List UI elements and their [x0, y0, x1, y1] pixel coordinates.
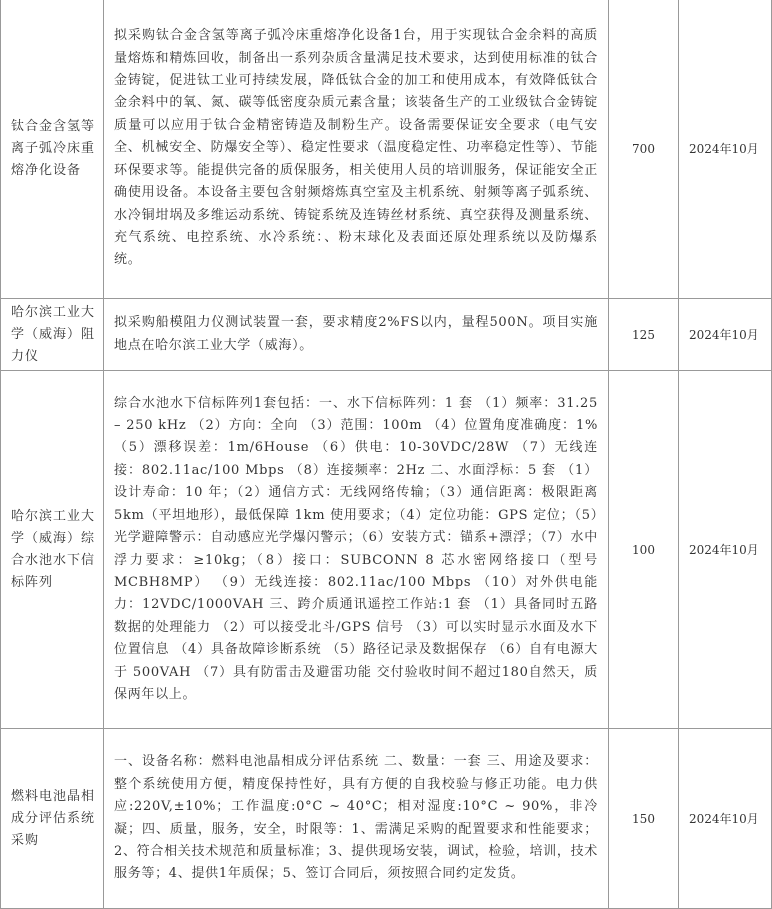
item-name-cell: 钛合金含氢等离子弧冷床重熔净化设备: [1, 0, 104, 299]
table-row: [1, 299, 772, 371]
item-date-cell: 2024年10月: [679, 299, 772, 371]
item-date-cell: 2024年10月: [679, 371, 772, 729]
item-amount-cell: 700: [609, 0, 679, 299]
item-amount-cell: 100: [609, 371, 679, 729]
table-row: [1, 371, 772, 729]
table-row: [1, 0, 772, 299]
item-name-cell: 哈尔滨工业大学（威海）综合水池水下信标阵列: [1, 371, 104, 729]
item-amount-cell: 150: [609, 729, 679, 909]
item-description-cell: 拟采购船模阻力仪测试装置一套，要求精度2%FS以内，量程500N。项目实施地点在哈尔滨工业大学（威海）。: [104, 299, 609, 371]
item-name-cell: 燃料电池晶相成分评估系统采购: [1, 729, 104, 909]
item-description-cell: 一、设备名称：燃料电池晶相成分评估系统 二、数量：一套 三、用途及要求：整个系统使用方便，精度保持性好，具有方便的自我校验与修正功能。电力供应:220V,±10%；工作温度:0°C ~ 40°C；相对湿度:10°C ~ 90%，非冷凝；四、质量，服务，安全，时限等：1、需满足采购的配置要求和性能要求；2、符合相关技术规范和质量标准；3、提供现场安装，调试，检验，培训，技术服务等；4、提供1年质保；5、签订合同后，须按照合同约定发货。: [104, 729, 609, 909]
item-description-cell: 综合水池水下信标阵列1套包括：一、水下信标阵列：1 套 （1）频率：31.25 – 250 kHz （2）方向：全向 （3）范围：100m （4）位置角度准确度：1% （5）漂移误差：1m/6House （6）供电：10-30VDC/28W （7）无线连接：802.11ac/100 Mbps （8）连接频率：2Hz 二、水面浮标：5 套 （1）设计寿命：10 年；（2）通信方式：无线网络传输；（3）通信距离：极限距离 5km（平坦地形），最低保障 1km 使用要求；（4）定位功能：GPS 定位；（5）光学避障警示：自动感应光学爆闪警示；（6）安装方式：锚系+漂浮；（7）水中浮力要求：≥10kg；（8）接口：SUBCONN 8 芯水密网络接口（型号 MCBH8MP） （9）无线连接：802.11ac/100 Mbps （10）对外供电能力：12VDC/1000VAH 三、跨介质通讯遥控工作站:1 套 （1）具备同时五路数据的处理能力 （2）可以接受北斗/GPS 信号 （3）可以实时显示水面及水下位置信息 （4）具备故障诊断系统 （5）路径记录及数据保存 （6）自有电源大于 500VAH （7）具有防雷击及避雷功能 交付验收时间不超过180自然天，质保两年以上。: [104, 371, 609, 729]
item-date-cell: 2024年10月: [679, 0, 772, 299]
table-row: [1, 729, 772, 909]
item-date-cell: 2024年10月: [679, 729, 772, 909]
item-amount-cell: 125: [609, 299, 679, 371]
item-description-cell: 拟采购钛合金含氢等离子弧冷床重熔净化设备1台，用于实现钛合金余料的高质量熔炼和精炼回收，制备出一系列杂质含量满足技术要求，达到使用标准的钛合金铸锭，促进钛工业可持续发展，降低钛合金的加工和使用成本，有效降低钛合金余料中的氧、氮、碳等低密度杂质元素含量；该装备生产的工业级钛合金铸锭质量可以应用于钛合金精密铸造及制粉生产。设备需要保证安全要求（电气安全、机械安全、防爆安全等）、稳定性要求（温度稳定性、功率稳定性等）、节能环保要求等。能提供完备的质保服务，相关使用人员的培训服务，保证能安全正确使用设备。本设备主要包含射频熔炼真空室及主机系统、射频等离子弧系统、水冷铜坩埚及多维运动系统、铸锭系统及连铸丝材系统、真空获得及测量系统、充气系统、电控系统、水冷系统：、粉末球化及表面还原处理系统以及防爆系统。: [104, 0, 609, 299]
item-name-cell: 哈尔滨工业大学（威海）阻力仪: [1, 299, 104, 371]
